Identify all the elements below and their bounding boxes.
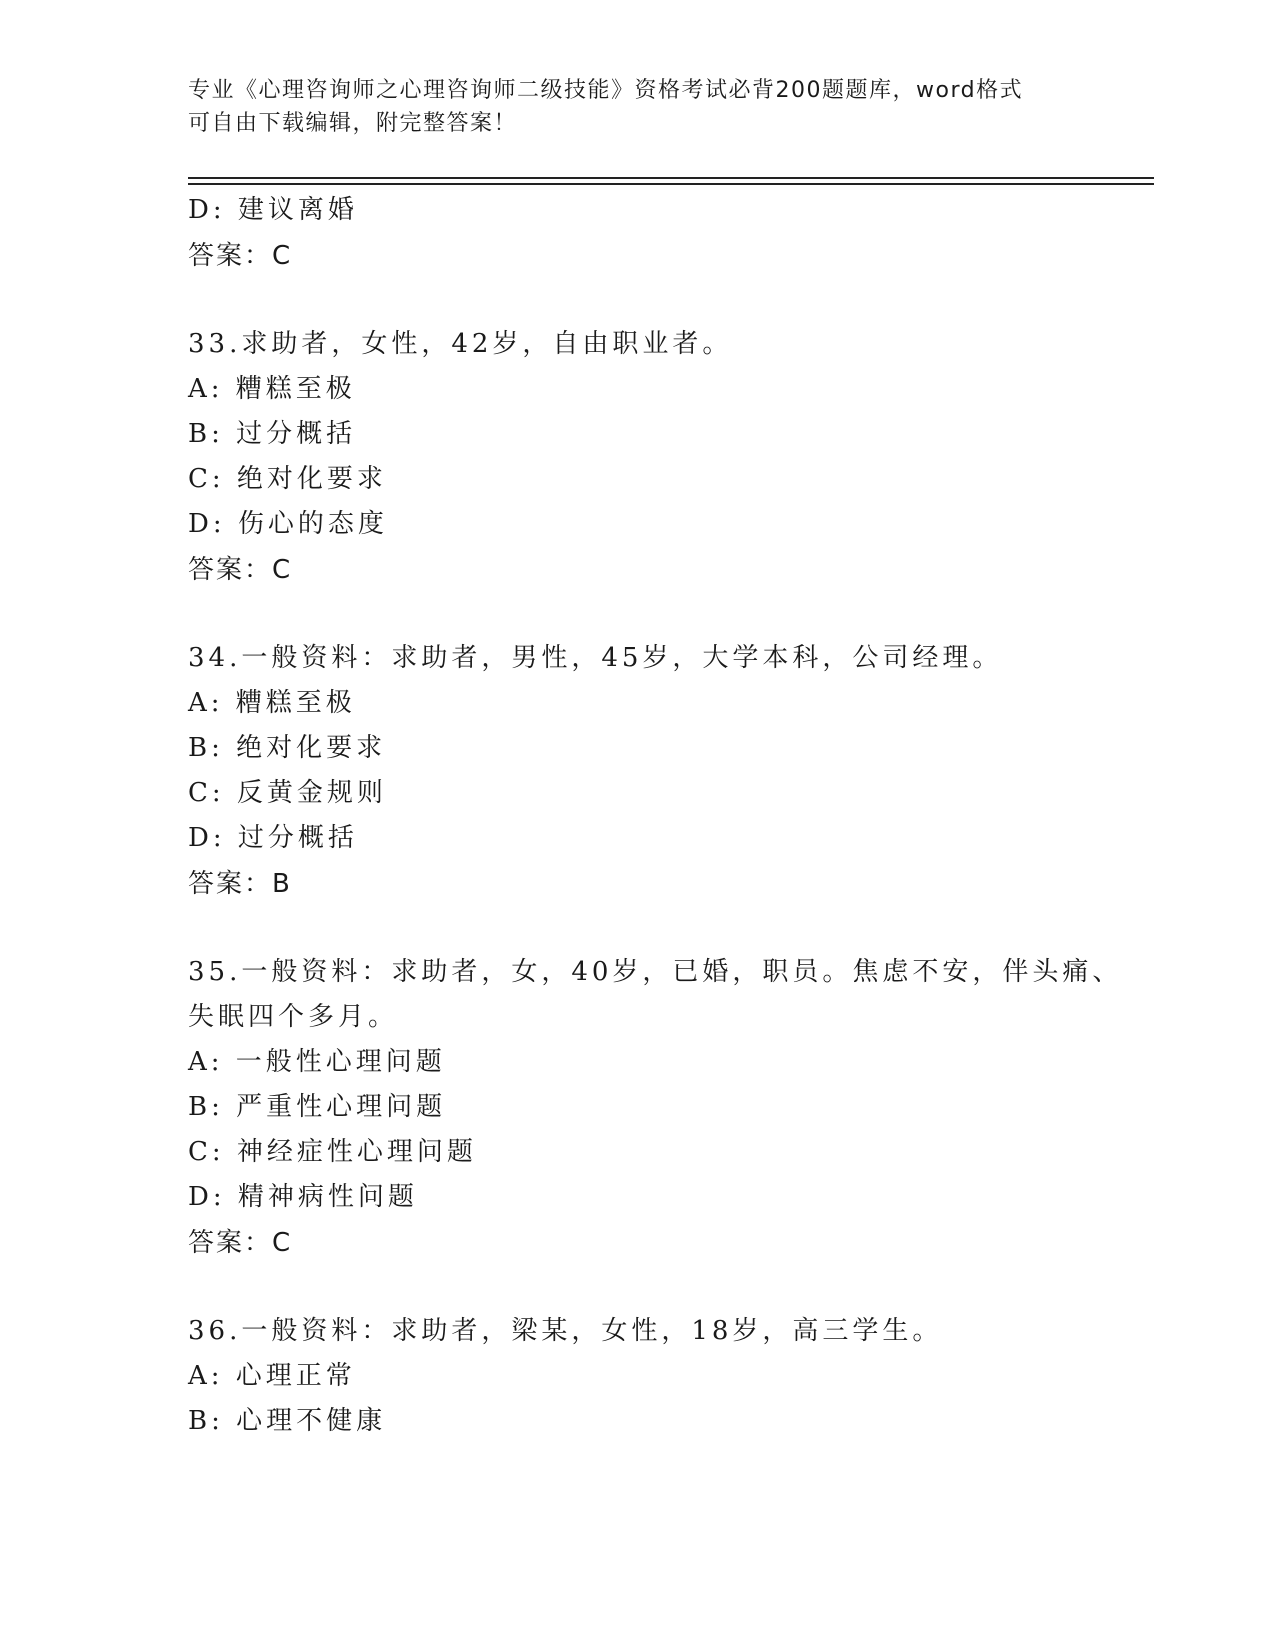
option-a: A: 一般性心理问题: [188, 1047, 446, 1077]
option-c: C: 神经症性心理问题: [188, 1137, 477, 1167]
option-d: D: 伤心的态度: [188, 509, 388, 539]
page-header: [188, 74, 1088, 140]
answer-line: 答案：C: [188, 1228, 293, 1258]
header-divider-bottom: [188, 183, 1154, 185]
question-33: [188, 322, 1148, 593]
option-d: D: 建议离婚: [188, 195, 358, 225]
option-b: B: 心理不健康: [188, 1406, 387, 1436]
option-a: A: 糟糕至极: [188, 374, 356, 404]
answer-line: 答案：C: [188, 555, 293, 585]
question-stem-continued: 失眠四个多月。: [188, 1002, 399, 1032]
question-35: [188, 950, 1148, 1266]
header-title-line-1: 专业《心理咨询师之心理咨询师二级技能》资格考试必背200题题库，word格式: [188, 78, 1024, 103]
option-b: B: 过分概括: [188, 419, 357, 449]
option-d: D: 过分概括: [188, 823, 358, 853]
question-stem: 34.一般资料：求助者，男性，45岁，大学本科，公司经理。: [188, 643, 1003, 673]
option-d: D: 精神病性问题: [188, 1182, 418, 1212]
option-a: A: 心理正常: [188, 1361, 356, 1391]
question-34: [188, 636, 1148, 907]
option-b: B: 严重性心理问题: [188, 1092, 447, 1122]
question-stem: 36.一般资料：求助者，梁某，女性，18岁，高三学生。: [188, 1316, 943, 1346]
question-stem: 35.一般资料：求助者，女，40岁，已婚，职员。焦虑不安，伴头痛、: [188, 957, 1123, 987]
header-title-line-2: 可自由下载编辑，附完整答案！: [188, 111, 518, 136]
question-36: [188, 1309, 1148, 1444]
option-b: B: 绝对化要求: [188, 733, 387, 763]
option-a: A: 糟糕至极: [188, 688, 356, 718]
answer-line: 答案：C: [188, 241, 293, 271]
answer-line: 答案：B: [188, 869, 292, 899]
option-c: C: 绝对化要求: [188, 464, 387, 494]
question-stem: 33.求助者，女性，42岁，自由职业者。: [188, 329, 733, 359]
question-list: [188, 188, 1148, 1444]
option-c: C: 反黄金规则: [188, 778, 387, 808]
header-divider-top: [188, 177, 1154, 179]
